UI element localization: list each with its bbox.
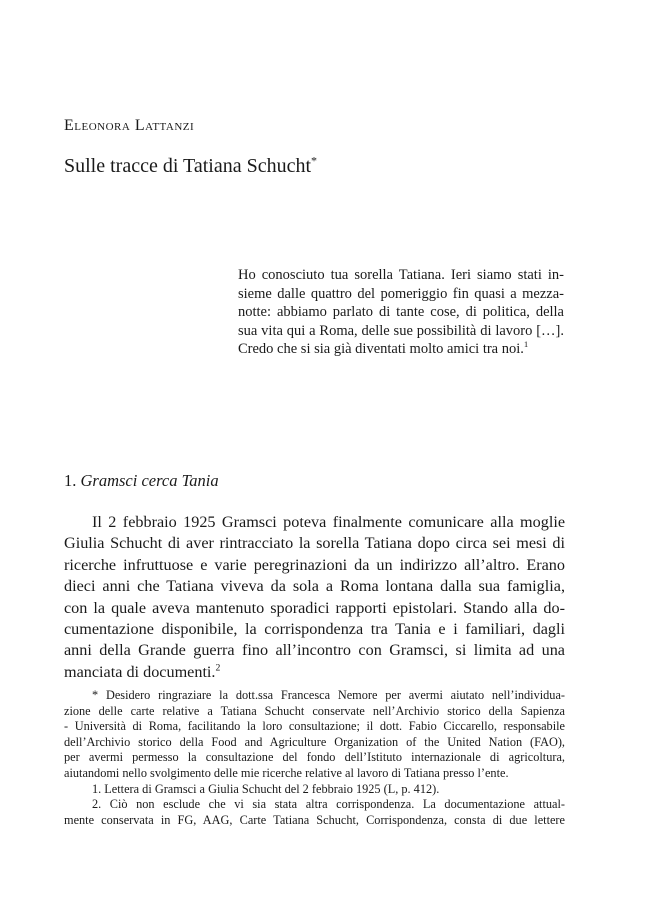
section-number: 1.	[64, 471, 77, 490]
title-footnote-mark: *	[311, 153, 318, 168]
body-note-ref: 2	[215, 662, 221, 674]
epigraph-last-line	[238, 340, 564, 359]
author-name: Eleonora Lattanzi	[64, 117, 195, 134]
article-title	[64, 155, 317, 178]
body-line: Giulia Schucht di aver rintracciato la sorella Tatiana dopo circa sei mesi di	[64, 534, 565, 553]
body-line-text: manciata di documenti.	[64, 662, 216, 681]
body-paragraph	[64, 512, 565, 683]
footnotes	[64, 688, 565, 828]
epigraph-line-text: Credo che si sia già diventati molto amici tra noi.	[238, 341, 524, 357]
body-line: anni della Grande guerra fino all’incontro con Gramsci, si limita ad una	[64, 641, 565, 660]
epigraph-line: sieme dalle quattro del pomeriggio fin quasi a mezza-	[238, 285, 564, 302]
section-title: Gramsci cerca Tania	[80, 471, 219, 490]
section-heading	[64, 471, 219, 491]
footnote-line: dell’Archivio storico della Food and Agriculture Organization of the United Nation (FAO),	[64, 734, 565, 749]
epigraph	[238, 266, 564, 359]
epigraph-line: sua vita qui a Roma, delle sue possibilità di lavoro […].	[238, 322, 564, 339]
footnote-line: mente conservata in FG, AAG, Carte Tatiana Schucht, Corrispondenza, consta di due lettere	[64, 812, 565, 827]
epigraph-line: notte: abbiamo parlato di tante cose, di politica, della	[238, 304, 564, 320]
body-line: cumentazione disponibile, la corrispondenza tra Tania e i familiari, dagli	[64, 620, 565, 639]
footnote-line: per avermi permesso la consultazione del fondo dell’Istituto internazionale di agricoltura,	[64, 750, 565, 765]
body-line: ricerche infruttuose e varie peregrinazioni da un indirizzo all’altro. Erano	[64, 555, 565, 574]
footnote-line: * Desidero ringraziare la dott.ssa Francesca Nemore per avermi aiutato nell’individua-	[92, 688, 565, 702]
footnote-line: - Università di Roma, facilitando la loro consultazione; il dott. Fabio Ciccarello, responsabile	[64, 719, 565, 734]
footnote-line: aiutandomi nello svolgimento delle mie ricerche relative al lavoro di Tatiana presso l’ente.	[64, 765, 509, 780]
body-last-line	[64, 662, 565, 683]
body-line: dieci anni che Tatiana viveva da sola a Roma lontana dalla sua famiglia,	[64, 577, 565, 596]
epigraph-note-ref: 1	[523, 339, 529, 350]
footnote-line: zione delle carte relative a Tatiana Schucht conservate nell’Archivio storico della Sapienza	[64, 703, 565, 718]
article-title-text: Sulle tracce di Tatiana Schucht	[64, 155, 312, 177]
footnote-line: 1. Lettera di Gramsci a Giulia Schucht del 2 febbraio 1925 (L, p. 412).	[92, 781, 440, 796]
body-line: con la quale aveva mantenuto sporadici rapporti epistolari. Stando alla do-	[64, 598, 565, 617]
body-line: Il 2 febbraio 1925 Gramsci poteva finalmente comunicare alla moglie	[92, 513, 565, 531]
footnote-line: 2. Ciò non esclude che vi sia stata altra corrispondenza. La documentazione attual-	[92, 797, 565, 812]
epigraph-line: Ho conosciuto tua sorella Tatiana. Ieri siamo stati in-	[238, 267, 564, 283]
